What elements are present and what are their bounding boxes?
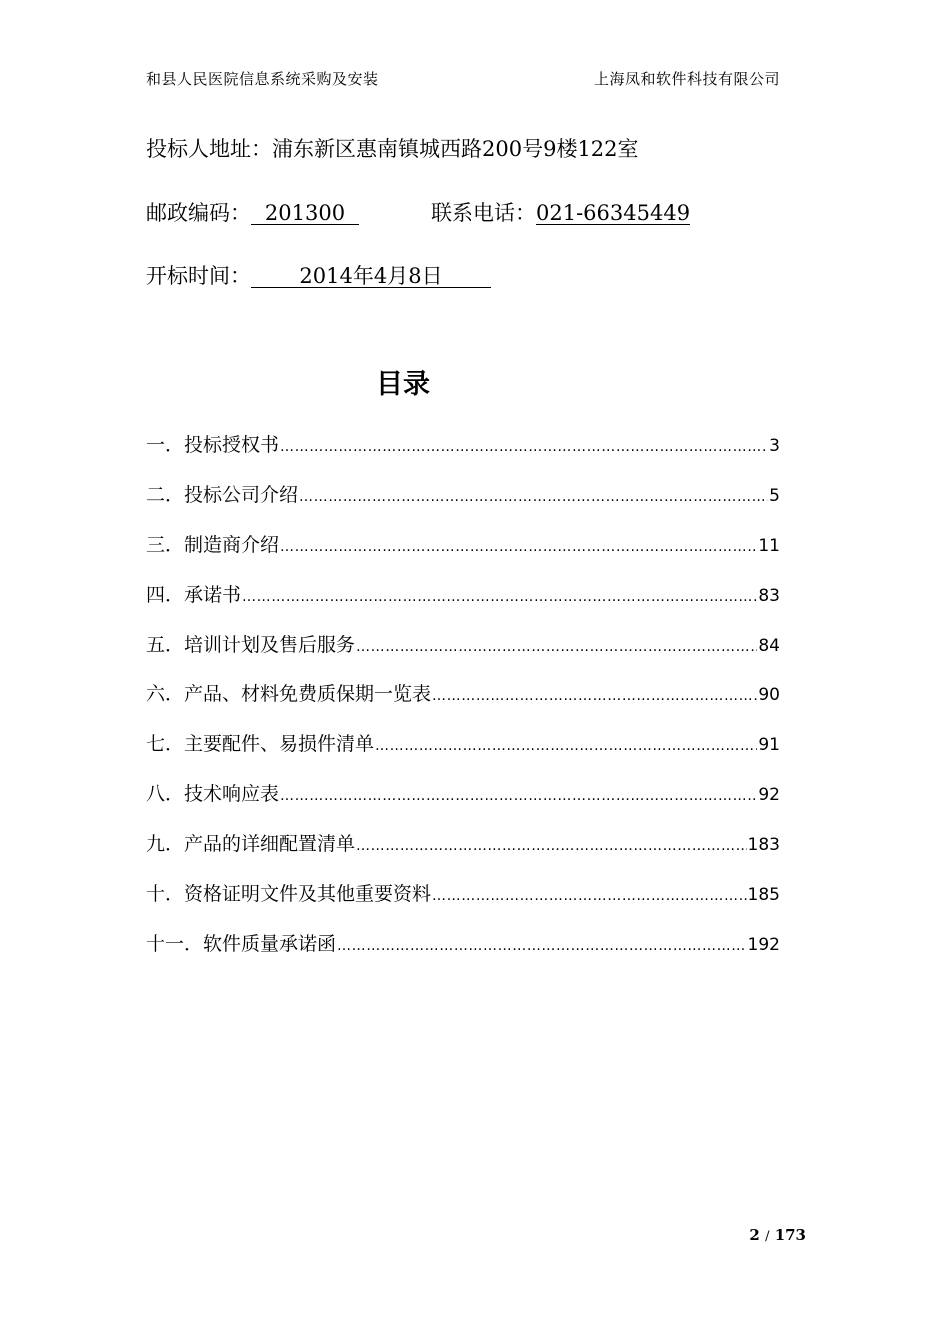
toc-entry-page: 84 [758, 635, 780, 656]
postal-phone-line [146, 197, 690, 227]
postal-label: 邮政编码： [146, 201, 251, 225]
toc-entry-page: 11 [758, 535, 780, 556]
postal-value: 201300 [251, 202, 359, 225]
toc-entry-page: 83 [758, 585, 780, 606]
toc-leader-dots [299, 489, 768, 505]
toc-entry-page: 192 [747, 934, 780, 955]
toc-entry-label: 九．产品的详细配置清单 [146, 833, 356, 856]
toc-leader-dots [356, 639, 757, 655]
toc-entry[interactable] [146, 430, 780, 480]
toc-entry[interactable] [146, 929, 780, 979]
toc-entry[interactable] [146, 530, 780, 580]
toc-entry[interactable] [146, 729, 780, 779]
toc-leader-dots [432, 688, 757, 704]
date-label: 开标时间： [146, 264, 251, 288]
toc-leader-dots [375, 738, 757, 754]
toc-entry-label: 十一．软件质量承诺函 [146, 932, 337, 955]
total-pages: 173 [774, 1226, 806, 1244]
toc-leader-dots [280, 788, 757, 804]
address-label: 投标人地址： [146, 137, 272, 161]
toc-entry-page: 5 [769, 485, 780, 506]
toc-entry[interactable] [146, 879, 780, 929]
toc-entry[interactable] [146, 630, 780, 680]
phone-label: 联系电话： [431, 201, 536, 225]
toc-entry[interactable] [146, 679, 780, 729]
toc-leader-dots [242, 589, 757, 605]
toc-entry[interactable] [146, 480, 780, 530]
toc-title: 目录 [376, 369, 430, 400]
toc-entry-label: 十．资格证明文件及其他重要资料 [146, 883, 432, 906]
address-value: 浦东新区惠南镇城西路200号9楼122室 [272, 137, 639, 161]
toc-entry[interactable] [146, 779, 780, 829]
table-of-contents [146, 430, 780, 979]
toc-leader-dots [337, 938, 747, 954]
phone-value: 021-66345449 [536, 201, 691, 225]
toc-entry-label: 三．制造商介绍 [146, 533, 280, 556]
address-line [146, 133, 639, 163]
toc-entry-label: 六．产品、材料免费质保期一览表 [146, 683, 432, 706]
toc-leader-dots [356, 838, 747, 854]
toc-entry-page: 92 [758, 785, 780, 806]
current-page: 2 [749, 1226, 760, 1244]
page-number [749, 1226, 806, 1244]
toc-entry-label: 二．投标公司介绍 [146, 483, 299, 506]
bid-date-line [146, 260, 491, 290]
toc-leader-dots [280, 539, 757, 555]
page-separator: / [765, 1229, 770, 1244]
toc-entry-page: 3 [769, 436, 780, 456]
date-value: 2014年4月8日 [251, 265, 491, 288]
toc-entry-page: 90 [758, 685, 780, 706]
toc-entry[interactable] [146, 829, 780, 879]
toc-entry-label: 七．主要配件、易损件清单 [146, 733, 375, 756]
toc-entry-label: 四．承诺书 [146, 583, 242, 606]
toc-entry-page: 183 [747, 835, 780, 856]
toc-leader-dots [432, 888, 747, 904]
page-header-right: 上海凤和软件科技有限公司 [593, 70, 780, 88]
toc-entry-label: 一．投标授权书 [146, 434, 280, 456]
toc-entry-page: 91 [758, 735, 780, 756]
toc-entry[interactable] [146, 580, 780, 630]
toc-entry-label: 五．培训计划及售后服务 [146, 633, 356, 656]
toc-entry-label: 八．技术响应表 [146, 783, 280, 806]
toc-leader-dots [280, 439, 768, 455]
toc-entry-page: 185 [747, 885, 780, 906]
page-header-left: 和县人民医院信息系统采购及安装 [146, 70, 379, 88]
